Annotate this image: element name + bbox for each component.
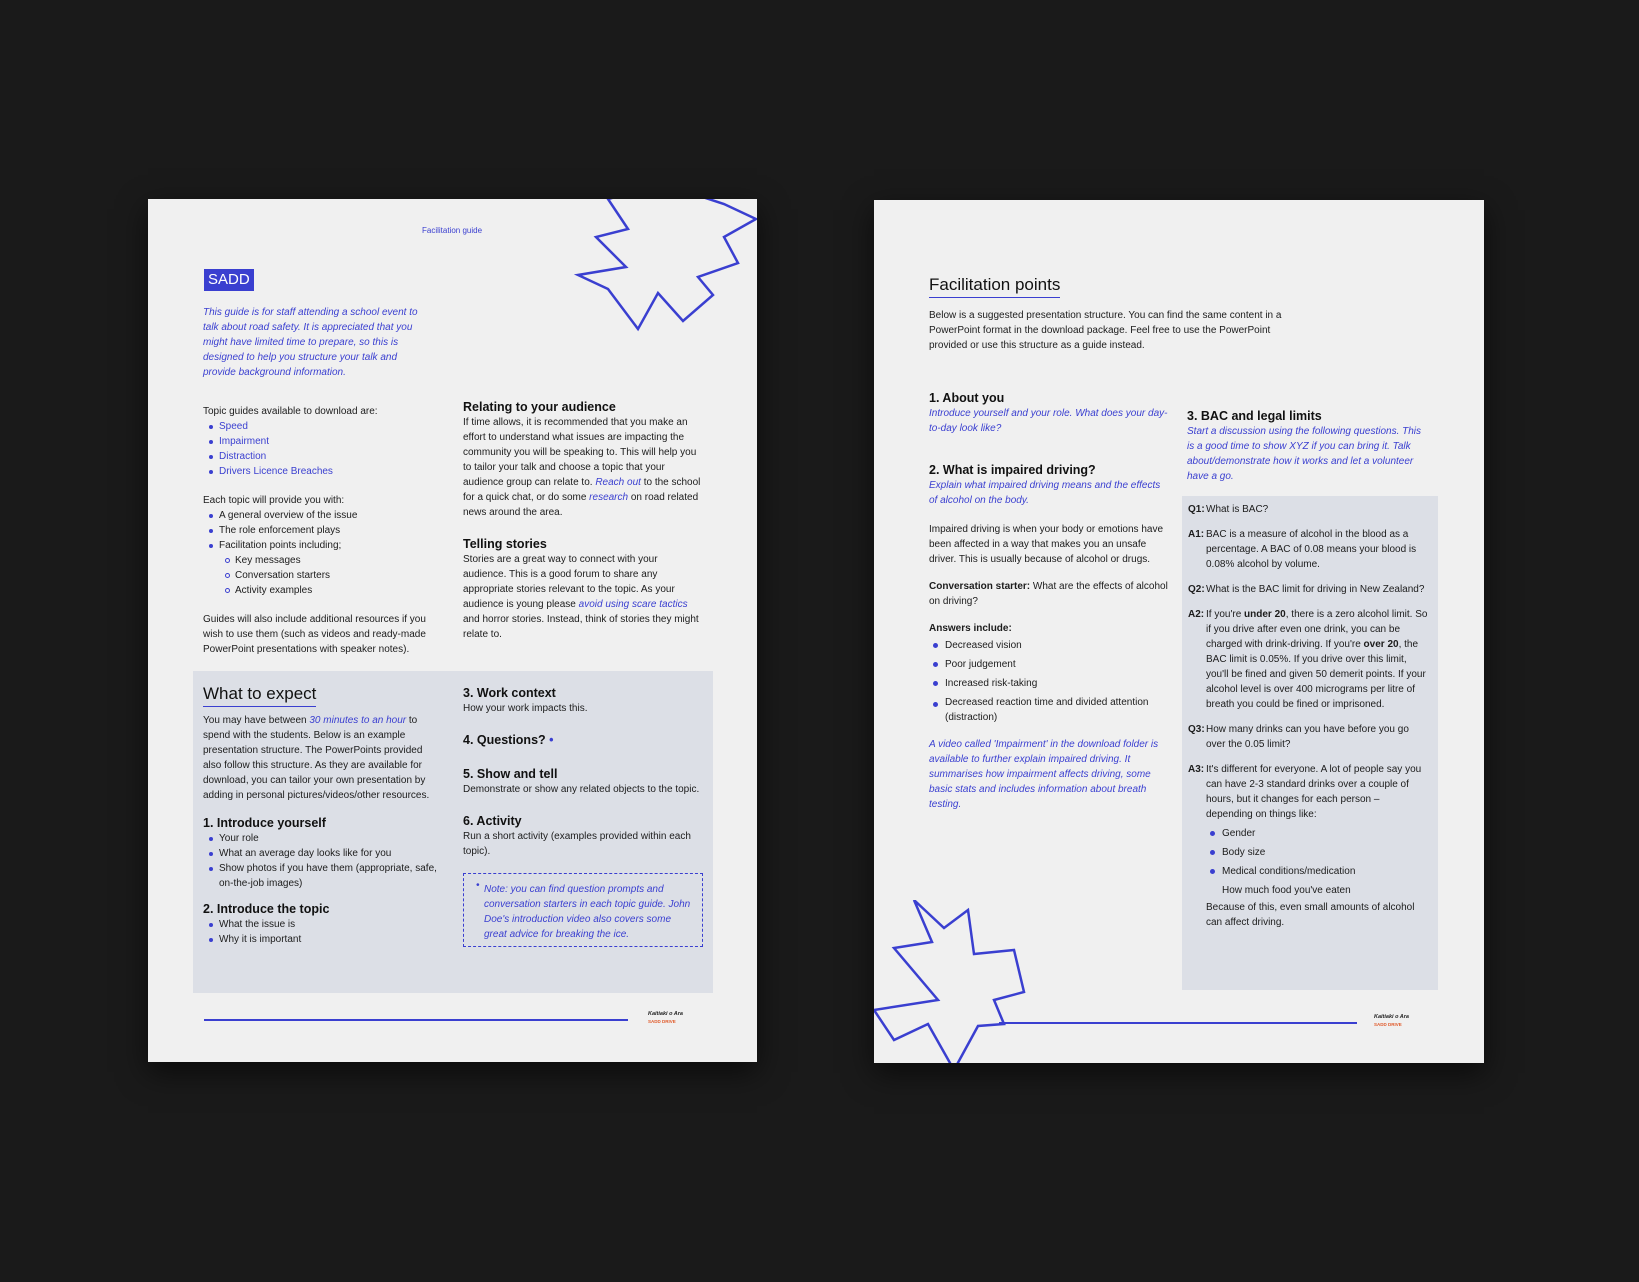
list-item: Activity examples bbox=[203, 583, 443, 598]
list-item: The role enforcement plays bbox=[203, 523, 443, 538]
list-item: Gender bbox=[1206, 824, 1428, 843]
a3: A3: It's different for everyone. A lot of people say you can have 2-3 standard drinks over a couple of hours, but it changes for each person – depending on things like: bbox=[1188, 764, 1422, 820]
relating-text: If time allows, it is recommended that you make an effort to understand what issues are impacting the community you will be speaking to. This will help you to tailor your talk and choose a topic that your audience group can relate to. Reach out to the school for a quick chat, or do some research on road related news around the area. bbox=[463, 417, 701, 518]
expect-text: You may have between 30 minutes to an hour to spend with the students. Below is an example presentation structure. The PowerPoints provided also follow this structure. As they are available for download, you can tailor your own presentation by adding in personal pictures/videos/other resources. bbox=[203, 715, 430, 801]
list-item: Medical conditions/medication bbox=[1206, 862, 1428, 881]
list-item: Facilitation points including; bbox=[203, 538, 443, 553]
stories-text: Stories are a great way to connect with your audience. This is a good forum to share any appropriate stories relevant to the topic. As your audience is young please avoid using scare tactics and horror stories. Instead, think of stories they might relate to. bbox=[463, 554, 699, 640]
step-1-title: 1. Introduce yourself bbox=[203, 816, 326, 830]
topic-link-impairment[interactable]: Impairment bbox=[203, 434, 443, 449]
step-3-title: 3. Work context bbox=[463, 686, 556, 700]
list-item: What an average day looks like for you bbox=[203, 846, 443, 861]
list-item: What the issue is bbox=[203, 917, 443, 932]
step-3-text: How your work impacts this. bbox=[463, 703, 588, 714]
left-page bbox=[148, 199, 757, 1062]
impaired-body: Impaired driving is when your body or emotions have been affected in a way that makes you an unsafe driver. This is usually because of alcohol or drugs. bbox=[929, 524, 1164, 565]
impaired-text: Explain what impaired driving means and the effects of alcohol on the body. bbox=[929, 480, 1161, 506]
list-item: Your role bbox=[203, 831, 443, 846]
q1: Q1: What is BAC? bbox=[1188, 504, 1269, 515]
page-header: Facilitation guide bbox=[422, 226, 483, 235]
reach-out-link[interactable]: Reach out bbox=[595, 477, 641, 488]
asterisk-icon: • bbox=[476, 880, 480, 891]
right-page bbox=[874, 200, 1484, 1063]
step-5-text: Demonstrate or show any related objects to the topic. bbox=[463, 784, 700, 795]
topic-link-distraction[interactable]: Distraction bbox=[203, 449, 443, 464]
a3-extra: How much food you've eaten bbox=[1222, 885, 1351, 896]
list-item: A general overview of the issue bbox=[203, 508, 443, 523]
about-title: 1. About you bbox=[929, 391, 1005, 405]
each-intro: Each topic will provide you with: bbox=[203, 495, 345, 506]
footer-line bbox=[204, 1019, 628, 1021]
asterisk-icon: • bbox=[545, 733, 554, 747]
expect-title: What to expect bbox=[203, 683, 316, 707]
note-box: • Note: you can find question prompts and conversation starters in each topic guide. John Doe's introduction video also covers some great advice for breaking the ice. bbox=[463, 873, 703, 947]
list-item: Increased risk-taking bbox=[929, 674, 1169, 693]
footer-line bbox=[999, 1022, 1357, 1024]
topics-intro: Topic guides available to download are: bbox=[203, 406, 378, 417]
q3: Q3: How many drinks can you have before you go over the 0.05 limit? bbox=[1188, 724, 1409, 750]
relating-section bbox=[463, 399, 703, 642]
star-decoration-icon bbox=[548, 199, 757, 339]
step-5-title: 5. Show and tell bbox=[463, 767, 558, 781]
list-item: Key messages bbox=[203, 553, 443, 568]
about-text: Introduce yourself and your role. What does your day-to-day look like? bbox=[929, 408, 1168, 434]
answers-label: Answers include: bbox=[929, 623, 1012, 634]
bac-text: Start a discussion using the following questions. This is a good time to show XYZ if you can bring it. Talk about/demonstrate how it works and let a volunteer have a go. bbox=[1187, 426, 1422, 482]
list-item: Decreased vision bbox=[929, 636, 1169, 655]
step-4-title: 4. Questions? • bbox=[463, 733, 554, 747]
sadd-logo: SADD bbox=[204, 269, 254, 291]
list-item: Body size bbox=[1206, 843, 1428, 862]
conversation-starter: Conversation starter: What are the effects of alcohol on driving? bbox=[929, 581, 1168, 607]
guides-extra: Guides will also include additional resources if you wish to use them (such as videos and ready-made PowerPoint presentations with speaker notes). bbox=[203, 614, 426, 655]
step-2-title: 2. Introduce the topic bbox=[203, 902, 330, 916]
list-item: Poor judgement bbox=[929, 655, 1169, 674]
bac-section bbox=[1187, 408, 1423, 484]
scare-tactics-link[interactable]: avoid using scare tactics bbox=[578, 599, 688, 610]
bac-title: 3. BAC and legal limits bbox=[1187, 409, 1322, 423]
right-intro: Below is a suggested presentation structure. You can find the same content in a PowerPoint format in the download package. Feel free to use the PowerPoint provided or use this structure as a guide instead. bbox=[929, 310, 1282, 351]
stories-title: Telling stories bbox=[463, 537, 547, 551]
star-decoration-icon bbox=[874, 900, 1054, 1063]
step-6-title: 6. Activity bbox=[463, 814, 522, 828]
right-title: Facilitation points bbox=[929, 274, 1060, 298]
footer-logo: Kaitiaki o Ara SADD DRIVE bbox=[1374, 1014, 1409, 1027]
q2: Q2: What is the BAC limit for driving in New Zealand? bbox=[1188, 584, 1425, 595]
a3-end: Because of this, even small amounts of alcohol can affect driving. bbox=[1206, 902, 1415, 928]
step-6-text: Run a short activity (examples provided within each topic). bbox=[463, 831, 691, 857]
relating-title: Relating to your audience bbox=[463, 400, 616, 414]
list-item: Show photos if you have them (appropriate, safe, on-the-job images) bbox=[203, 861, 443, 891]
list-item: Why it is important bbox=[203, 932, 443, 947]
time-link[interactable]: 30 minutes to an hour bbox=[309, 715, 407, 726]
a2: A2: If you're under 20, there is a zero alcohol limit. So if you drive after even one drink, you can be charged with drink-driving. If you're over 20, the BAC limit is 0.05%. If you drive over this limit, you'll be fined and given 50 demerit points. If your alcohol level is over 400 micrograms per litre of breath you could be fined or imprisoned. bbox=[1188, 609, 1428, 710]
qa-panel bbox=[1182, 496, 1438, 990]
list-item: Decreased reaction time and divided attention (distraction) bbox=[929, 695, 1169, 725]
footer-logo: Kaitiaki o Ara SADD DRIVE bbox=[648, 1011, 683, 1024]
a1: A1: BAC is a measure of alcohol in the blood as a percentage. A BAC of 0.08 means your blood is 0.08% alcohol by volume. bbox=[1188, 529, 1417, 570]
topic-link-speed[interactable]: Speed bbox=[203, 419, 443, 434]
research-link[interactable]: research bbox=[589, 492, 629, 503]
list-item: Conversation starters bbox=[203, 568, 443, 583]
video-note: A video called 'Impairment' in the download folder is available to further explain impaired driving. It summarises how impairment affects driving, some basic stats and includes information about breath testing. bbox=[929, 739, 1159, 810]
topics-section bbox=[203, 404, 443, 657]
intro-text: This guide is for staff attending a school event to talk about road safety. It is appreciated that you might have limited time to prepare, so this is designed to help you structure your talk and provide background information. bbox=[203, 307, 418, 378]
impaired-title: 2. What is impaired driving? bbox=[929, 463, 1096, 477]
what-to-expect-panel bbox=[193, 671, 713, 993]
left-column bbox=[929, 390, 1169, 812]
topic-link-licence[interactable]: Drivers Licence Breaches bbox=[203, 464, 443, 479]
